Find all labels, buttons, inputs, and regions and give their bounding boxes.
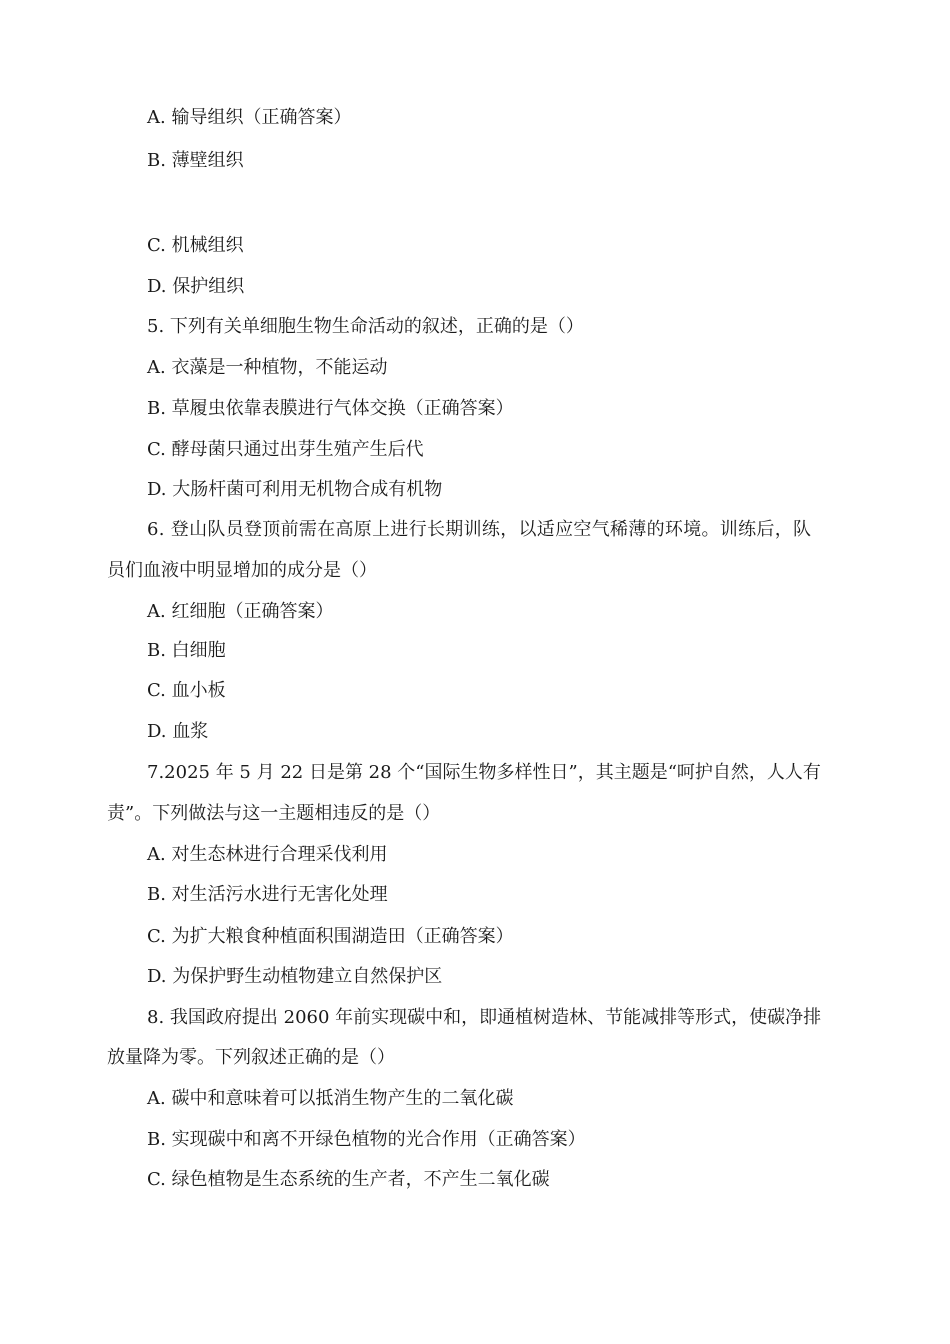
q5-option-d: D. 大肠杆菌可利用无机物合成有机物 <box>147 479 443 500</box>
option-b-parenchyma: B. 薄壁组织 <box>147 150 244 171</box>
question-7-line-1: 7.2025 年 5 月 22 日是第 28 个“国际生物多样性日”，其主题是“呵护自然，人人有 <box>147 762 821 783</box>
q5-option-c: C. 酵母菌只通过出芽生殖产生后代 <box>147 439 424 460</box>
question-6-line-2: 员们血液中明显增加的成分是（） <box>107 560 377 581</box>
question-5: 5. 下列有关单细胞生物生命活动的叙述，正确的是（） <box>147 316 584 337</box>
question-8-line-2: 放量降为零。下列叙述正确的是（） <box>107 1047 395 1068</box>
question-6-line-1: 6. 登山队员登顶前需在高原上进行长期训练，以适应空气稀薄的环境。训练后，队 <box>147 519 812 540</box>
q6-option-b: B. 白细胞 <box>147 640 226 661</box>
q6-option-a: A. 红细胞（正确答案） <box>147 601 334 622</box>
q7-option-c: C. 为扩大粮食种植面积围湖造田（正确答案） <box>147 926 514 947</box>
q7-option-d: D. 为保护野生动植物建立自然保护区 <box>147 966 443 987</box>
option-d-protective-tissue: D. 保护组织 <box>147 276 245 297</box>
q5-option-a: A. 衣藻是一种植物，不能运动 <box>147 357 388 378</box>
option-c-mechanical-tissue: C. 机械组织 <box>147 235 244 256</box>
q5-option-b: B. 草履虫依靠表膜进行气体交换（正确答案） <box>147 398 514 419</box>
q8-option-a: A. 碳中和意味着可以抵消生物产生的二氧化碳 <box>147 1088 514 1109</box>
question-7-line-2: 责”。下列做法与这一主题相违反的是（） <box>107 803 441 824</box>
option-a-conducting-tissue: A. 输导组织（正确答案） <box>147 107 352 128</box>
q6-option-d: D. 血浆 <box>147 721 209 742</box>
q7-option-b: B. 对生活污水进行无害化处理 <box>147 884 388 905</box>
q8-option-b: B. 实现碳中和离不开绿色植物的光合作用（正确答案） <box>147 1129 586 1150</box>
q6-option-c: C. 血小板 <box>147 680 226 701</box>
question-8-line-1: 8. 我国政府提出 2060 年前实现碳中和，即通植树造林、节能减排等形式，使碳净排 <box>147 1007 822 1028</box>
q7-option-a: A. 对生态林进行合理采伐利用 <box>147 844 388 865</box>
q8-option-c: C. 绿色植物是生态系统的生产者，不产生二氧化碳 <box>147 1169 550 1190</box>
